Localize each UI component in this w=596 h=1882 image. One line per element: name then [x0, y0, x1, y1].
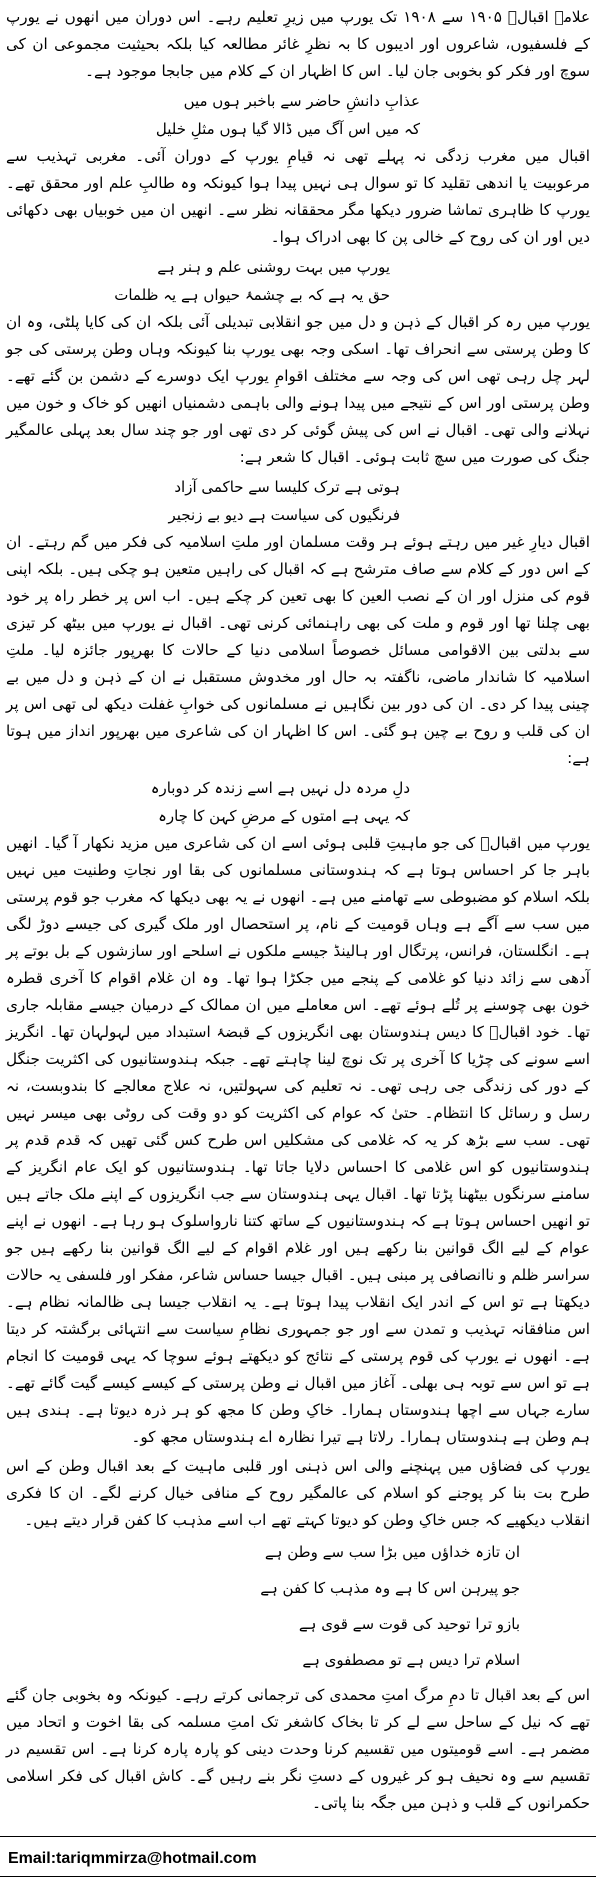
verse-line: یورپ میں بہت روشنی علم و ہنر ہے	[157, 258, 390, 276]
verse-block	[6, 473, 590, 529]
paragraph: اقبال میں مغرب زدگی نہ پہلے تھی نہ قیامِ یورپ کے دوران آئی۔ مغربی تہذیب سے مرعوبیت یا اندھی تقلید کا تو سوال ہی نہیں پیدا ہوا کیونکہ وہ طالبِ علم اور محقق تھے۔ یورپ کا ظاہری تماشا ضرور دیکھا مگر محققانہ نظر سے۔ انھیں ان میں خوبیاں بھی دکھائی دیں اور ان کی روح کے خالی پن کا بھی ادراک ہوا۔	[6, 147, 590, 246]
divider	[0, 1836, 596, 1837]
verse-line: جو پیرہن اس کا ہے وہ مذہب کا کفن ہے	[260, 1579, 520, 1597]
verse-block	[6, 1538, 590, 1674]
verse-block	[6, 253, 590, 309]
paragraph: اقبال دیارِ غیر میں رہتے ہوئے ہر وقت مسلمان اور ملتِ اسلامیہ کی فکر میں گم رہتے۔ ان کے اس دور کے کلام سے صاف مترشح ہے کہ اقبال کی راہیں متعین ہو چکی ہیں۔ بلکہ اپنی قوم کی منزل اور ان کے نصب العین کا بھی تعین کر چکے ہیں۔ اب اس پر خطر راہ پر خود بھی چلنا تھا اور قوم و ملت کی بھی راہنمائی کرنی تھی۔ اقبال نے یورپ میں بیٹھ کر تیزی سے بدلتی بین الاقوامی مسائل خصوصاً اسلامی دنیا کے حالات کا بھرپور جائزہ لیا۔ ملتِ اسلامیہ کا شاندار ماضی، ناگفتہ بہ حال اور مخدوش مستقبل نے ان کے ذہن و دل میں بے چینی پیدا کر دی۔ ان کی دور بین نگاہیں نے مسلمانوں کی خوابِ غفلت دیکھ لی تھی اس پر ان کی قلب و روح بے چین ہو گئی۔ اس کا اظہار ان کی شاعری میں بھرپور انداز میں ہوتا ہے:	[6, 533, 590, 767]
author-email: Email:tariqmmirza@hotmail.com	[8, 1850, 257, 1867]
verse-line: عذابِ دانشِ حاضر سے باخبر ہوں میں	[183, 92, 420, 110]
paragraph: اس کے بعد اقبال تا دمِ مرگ امتِ محمدی کی ترجمانی کرتے رہے۔ کیونکہ وہ بخوبی جان گئے تھے کہ نیل کے ساحل سے لے کر تا بخاک کاشغر تک امتِ مسلمہ کی بقا اخوت و اتحاد میں مضمر ہے۔ اسے قومیتوں میں تقسیم کرنا وحدت دینی کو پارہ پارہ کرنا ہے۔ اس تقسیم در تقسیم سے وہ نحیف ہو کر غیروں کے دستِ نگر بنے رہیں گے۔ کاش اقبال کی فکر اسلامی حکمرانوں کے قلب و ذہن میں جگہ بنا پاتی۔	[6, 1686, 590, 1812]
verse-line: ان تازہ خداؤں میں بڑا سب سے وطن ہے	[264, 1543, 520, 1561]
verse-block	[6, 774, 590, 830]
verse-block	[6, 87, 590, 143]
paragraph: یورپ کی فضاؤں میں پہنچنے والی اس ذہنی اور قلبی ماہیت کے بعد اقبال وطن کے اس طرح بت بنا کر پوجنے کو اسلام کی عالمگیر روح کے منافی خیال کرنے لگے۔ ان کا فکری انقلاب دیکھیے کہ جس خاکِ وطن کو دیوتا کہتے تھے اب اسے مذہب کا کفن قرار دیتے ہیں۔	[6, 1457, 590, 1529]
verse-line: ہوتی ہے ترک کلیسا سے حاکمی آزاد	[174, 478, 400, 496]
verse-line: کہ یہی ہے امتوں کے مرضِ کہن کا چارہ	[158, 807, 410, 825]
verse-line: دلِ مردہ دل نہیں ہے اسے زندہ کر دوبارہ	[150, 779, 410, 797]
verse-line: حق یہ ہے کہ بے چشمۂ حیواں ہے یہ ظلمات	[114, 286, 390, 304]
paragraph: یورپ میں اقبالؒ کی جو ماہیتِ قلبی ہوئی اسے ان کی شاعری میں مزید نکھار آ گیا۔ انھیں باہر جا کر احساس ہوتا ہے کہ ہندوستانی مسلمانوں کی بقا اور نجاتِ وطنیت میں نہیں بلکہ اسلام کو مضبوطی سے تھامنے میں ہے۔ انھوں نے یہ بھی دیکھا کہ مغرب جو قوم پرستی میں سب سے آگے ہے وہاں قومیت کے نام، پر استحصال اور ملک گیری کی جیسے دوڑ لگی ہے۔ انگلستان، فرانس، پرتگال اور ہالینڈ جیسے ملکوں نے اسلحے اور سازشوں کے بل بوتے پر آدھی سے زائد دنیا کو غلامی کے پنجے میں جکڑا ہوا تھا۔ وہ ان غلام اقوام کا آخری قطرہ خون بھی چوسنے پر تُلے ہوئے تھے۔ اس معاملے میں ان ممالک کے درمیان جیسے مقابلہ جاری تھا۔ خود اقبالؒ کا دیس ہندوستان بھی انگریزوں کے قبضۂ استبداد میں لہولہان تھا۔ انگریز اسے سونے کی چڑیا کا آخری پر تک نوچ لینا چاہتے تھے۔ جبکہ ہندوستانیوں کی اکثریت جنگل کے دور کی زندگی جی رہی تھی۔ نہ تعلیم کی سہولتیں، نہ علاج معالجے کا بندوبست، نہ رسل و رسائل کا انتظام۔ حتیٰ کہ عوام کی اکثریت کو دو وقت کی روٹی بھی میسر نہیں تھی۔ سب سے بڑھ کر یہ کہ غلامی کی مشکلیں اس طرح کس گئی تھیں کہ قدم قدم پر ہندوستانیوں کو اس غلامی کا احساس دلایا جاتا تھا۔ ہندوستانیوں کو ایک عام انگریز کے سامنے سرنگوں بیٹھنا پڑتا تھا۔ اقبال یہی ہندوستان سے جب انگریزوں کے اپنے ملک جاتے ہیں تو انھیں احساس ہوتا ہے کہ ہندوستانیوں کے ساتھ کتنا نارواسلوک ہو رہا ہے۔ انھوں نے اپنے عوام کے لیے الگ قوانین بنا رکھے ہیں اور غلام اقوام کے لیے الگ قوانین بنا رکھے ہیں جو سراسر ظلم و ناانصافی پر مبنی ہیں۔ اقبال جیسا حساس شاعر، مفکر اور فلسفی یہ حالات دیکھتا ہے تو اس کے اندر ایک انقلاب پیدا ہوتا ہے۔ یہ انقلاب جیسا ہی ظالمانہ نظام ہے۔ اس منافقانہ تہذیب و تمدن سے اور جو جمہوری نظامِ سیاست سے انتہائی برگشتہ کر دیتا ہے۔ انھوں نے یورپ کی قوم پرستی کے نتائج کو دیکھتے ہوئے سوچا کہ یہی قومیت کا انجام ہے تو اس سے توبہ ہی بھلی۔ آغاز میں اقبال نے وطن پرستی کے کیسے کیسے گیت گائے تھے۔ سارے جہاں سے اچھا ہندوستاں ہمارا۔ خاکِ وطن کا مجھ کو ہر ذرہ دیوتا ہے۔ ہندی ہیں ہم وطن ہے ہندوستاں ہمارا۔ رلاتا ہے تیرا نظارہ اے ہندوستاں مجھ کو۔	[6, 834, 590, 1446]
verse-line: اسلام ترا دیس ہے تو مصطفوی ہے	[302, 1651, 520, 1669]
paragraph: علامہ اقبالؒ ۱۹۰۵ سے ۱۹۰۸ تک یورپ میں زیرِ تعلیم رہے۔ اس دوران میں انھوں نے یورپ کے فلسفیوں، شاعروں اور ادیبوں کا بہ نظرِ غائر مطالعہ کیا بلکہ بحیثیت مجموعی ان کی سوچ اور فکر کو بخوبی جان لیا۔ اس کا اظہار ان کے کلام میں جابجا موجود ہے۔	[6, 8, 591, 80]
verse-line: کہ میں اس آگ میں ڈالا گیا ہوں مثلِ خلیل	[155, 120, 420, 138]
verse-line: بازو ترا توحید کی قوت سے قوی ہے	[298, 1615, 520, 1633]
paragraph: یورپ میں رہ کر اقبال کے ذہن و دل میں جو انقلابی تبدیلی آئی بلکہ ان کی کایا پلٹی، وہ ان کا وطن پرستی سے انحراف تھا۔ اسکی وجہ بھی یورپ بنا کیونکہ وہاں وطن پرستی کی جو لہر چل رہی تھی اس کی وجہ سے مختلف اقوامِ یورپ ایک دوسرے کے دشمن بن گئے تھے۔ وطن پرستی اور اس کے نتیجے میں پیدا ہونے والی باہمی دشمنیاں انھیں کو خاک و خون میں نہلانے والی تھی۔ اقبال نے اس کی پیش گوئی کر دی تھی اور جو چند سال بعد پہلی عالمگیر جنگ کی صورت میں سچ ثابت ہوئی۔ اقبال کا شعر ہے:	[6, 313, 590, 466]
verse-line: فرنگیوں کی سیاست ہے دیو بے زنجیر	[168, 506, 400, 524]
divider	[0, 1876, 596, 1877]
